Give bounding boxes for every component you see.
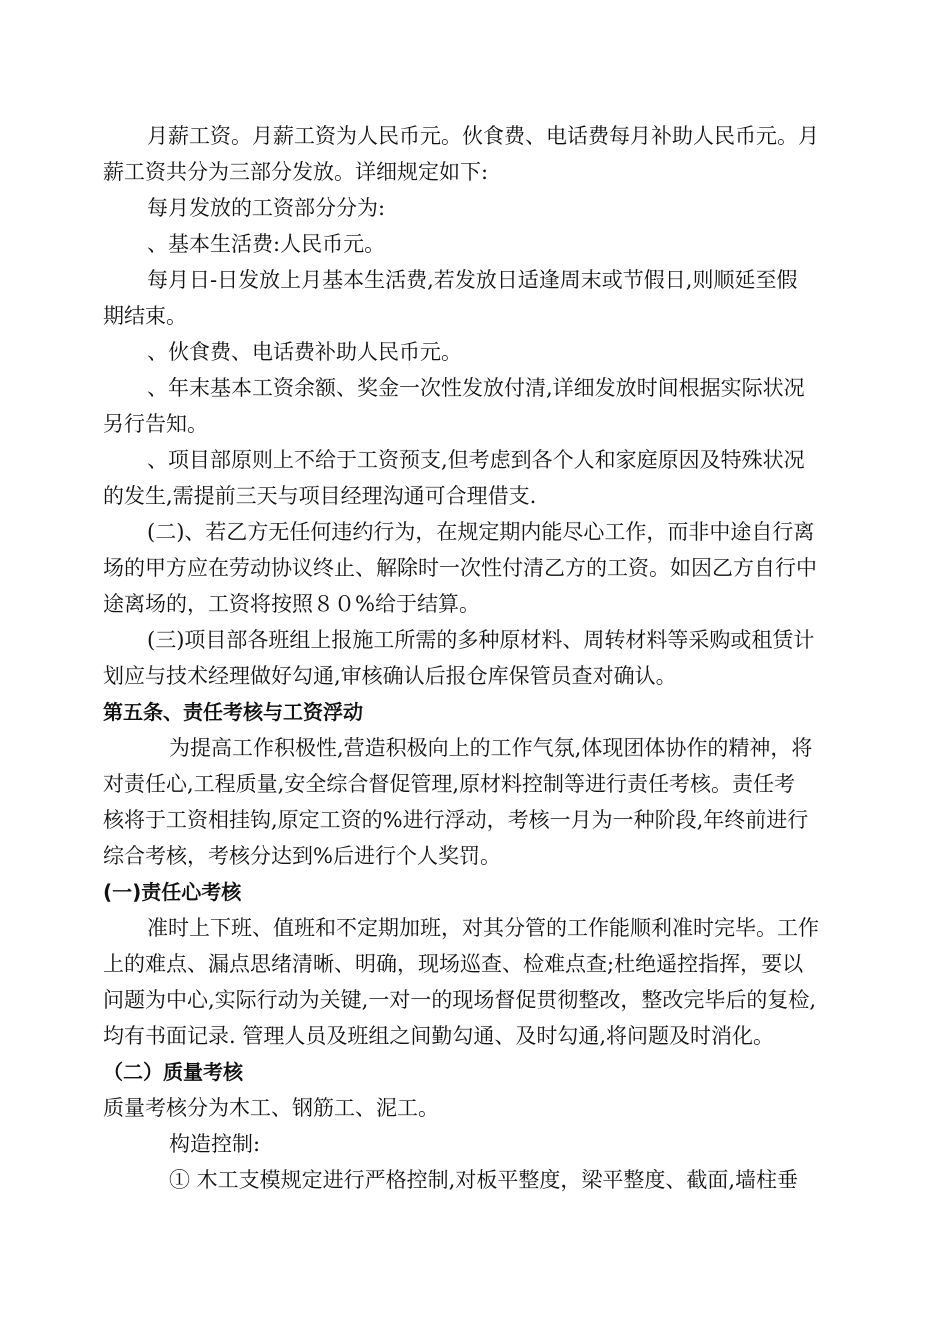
text-line: 的发生,需提前三天与项目经理沟通可合理借支. (103, 484, 537, 508)
text-line: 质量考核分为木工、钢筋工、泥工。 (103, 1096, 439, 1120)
text-line: 问题为中心,实际行动为关键,一对一的现场督促贯彻整改，整改完毕后的复检, (103, 988, 817, 1012)
text-line: 核将于工资相挂钩,原定工资的%进行浮动，考核一月为一种阶段,年终前进行 (103, 808, 809, 832)
text-line: 另行告知。 (103, 412, 208, 436)
text-line: ① 木工支模规定进行严格控制,对板平整度，梁平整度、截面,墙柱垂 (169, 1168, 799, 1192)
text-line: 每月发放的工资部分分为: (147, 196, 386, 220)
text-line: 、伙食费、电话费补助人民币元。 (147, 340, 462, 364)
text-line: 划应与技术经理做好勾通,审核确认后报仓库保管员查对确认。 (103, 664, 677, 688)
text-line: 薪工资共分为三部分发放。详细规定如下: (103, 160, 489, 184)
text-line: 对责任心,工程质量,安全综合督促管理,原材料控制等进行责任考核。责任考 (103, 772, 796, 796)
text-line: (二)、若乙方无任何违约行为，在规定期内能尽心工作，而非中途自行离 (147, 520, 815, 544)
text-line: 途离场的，工资将按照８０%给于结算。 (103, 592, 480, 616)
text-line: 上的难点、漏点思绪清晰、明确，现场巡查、检难点查;杜绝遥控指挥，要以 (103, 952, 804, 976)
text-line: 期结束。 (103, 304, 187, 328)
text-line: (三)项目部各班组上报施工所需的多种原材料、周转材料等采购或租赁计 (147, 628, 815, 652)
text-line: 场的甲方应在劳动协议终止、解除时一次性付清乙方的工资。如因乙方自行中 (103, 556, 817, 580)
section-heading: （二）质量考核 (103, 1060, 243, 1084)
text-line: 每月日-日发放上月基本生活费,若发放日适逢周末或节假日,则顺延至假 (147, 268, 798, 292)
text-line: 、年末基本工资余额、奖金一次性发放付清,详细发放时间根据实际状况 (147, 376, 805, 400)
text-line: 构造控制: (169, 1132, 261, 1156)
text-line: 准时上下班、值班和不定期加班，对其分管的工作能顺利准时完毕。工作 (147, 916, 819, 940)
document-page (103, 118, 865, 1198)
text-line: 、项目部原则上不给于工资预支,但考虑到各个人和家庭原因及特殊状况 (147, 448, 805, 472)
text-line: 、基本生活费:人民币元。 (147, 232, 386, 256)
text-line: 月薪工资。月薪工资为人民币元。伙食费、电话费每月补助人民币元。月 (147, 124, 819, 148)
text-line: 为提高工作积极性,营造积极向上的工作气氛,体现团体协作的精神，将 (169, 736, 813, 760)
section-heading: (一)责任心考核 (103, 880, 242, 904)
section-heading: 第五条、责任考核与工资浮动 (103, 700, 363, 724)
text-line: 综合考核，考核分达到%后进行个人奖罚。 (103, 844, 501, 868)
text-line: 均有书面记录. 管理人员及班组之间勤勾通、及时勾通,将问题及时消化。 (103, 1024, 775, 1048)
